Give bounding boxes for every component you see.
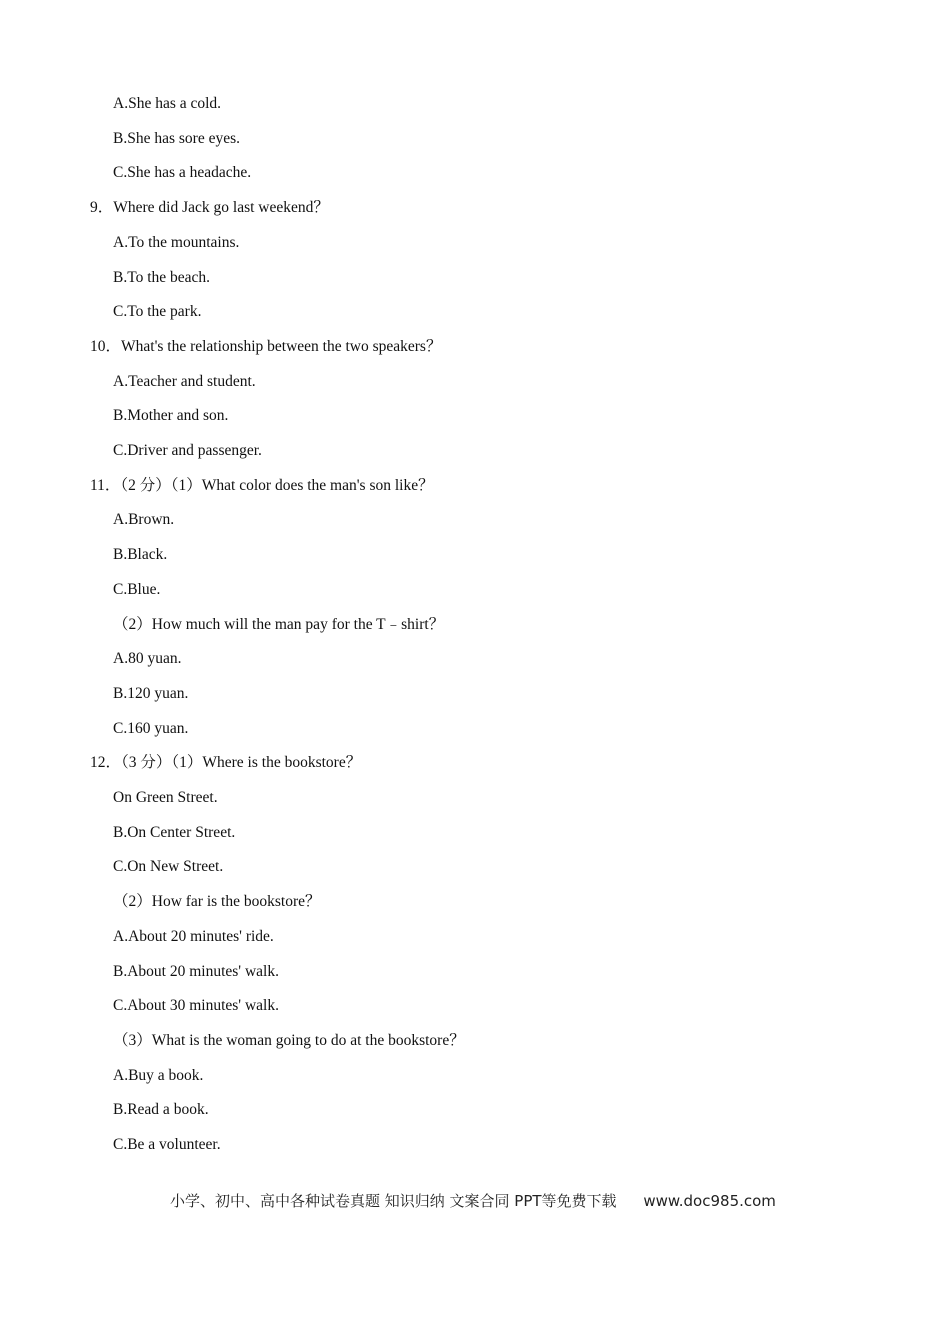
answer-option: B.Black. (113, 546, 168, 564)
answer-option: A.To the mountains. (113, 233, 240, 251)
answer-option: C.Driver and passenger. (113, 442, 262, 459)
answer-option: A.Teacher and student. (113, 372, 256, 390)
sub-question-line: （2）How far is the bookstore？ (113, 893, 321, 911)
sub-question-line: （2）How much will the man pay for the T﹣shirt？ (113, 615, 445, 633)
question-line: 9．Where did Jack go last weekend？ (90, 199, 329, 217)
answer-option: C.160 yuan. (113, 719, 189, 737)
answer-option: A.80 yuan. (113, 650, 182, 668)
answer-option: C.About 30 minutes' walk. (113, 997, 279, 1015)
answer-option: B.On Center Street. (113, 823, 236, 841)
question-line: 10．What's the relationship between the two speakers？ (90, 337, 442, 355)
answer-option: C.To the park. (113, 303, 202, 321)
question-line: 12．（3 分）（1）Where is the bookstore？ (90, 754, 362, 772)
answer-option: On Green Street. (113, 789, 218, 806)
answer-option: A.Buy a book. (113, 1066, 204, 1084)
answer-option: C.She has a headache. (113, 164, 252, 182)
answer-option: C.Be a volunteer. (113, 1136, 221, 1153)
answer-option: B.Mother and son. (113, 407, 229, 425)
answer-option: B.120 yuan. (113, 684, 189, 702)
answer-option: C.Blue. (113, 580, 161, 598)
page-footer (170, 1190, 776, 1211)
footer-url[interactable]: www.doc985.com (643, 1192, 776, 1210)
answer-option: B.She has sore eyes. (113, 129, 240, 147)
answer-option: B.To the beach. (113, 268, 211, 286)
footer-text: 小学、初中、高中各种试卷真题 知识归纳 文案合同 PPT等免费下载 (170, 1192, 617, 1210)
answer-option: B.Read a book. (113, 1101, 209, 1119)
sub-question-line: （3）What is the woman going to do at the bookstore？ (113, 1031, 465, 1049)
answer-option: A.About 20 minutes' ride. (113, 927, 274, 945)
answer-option: A.Brown. (113, 511, 175, 529)
question-line: 11．（2 分）（1）What color does the man's son like？ (90, 476, 434, 494)
answer-option: C.On New Street. (113, 858, 224, 876)
answer-option: A.She has a cold. (113, 95, 222, 112)
answer-option: B.About 20 minutes' walk. (113, 962, 279, 980)
